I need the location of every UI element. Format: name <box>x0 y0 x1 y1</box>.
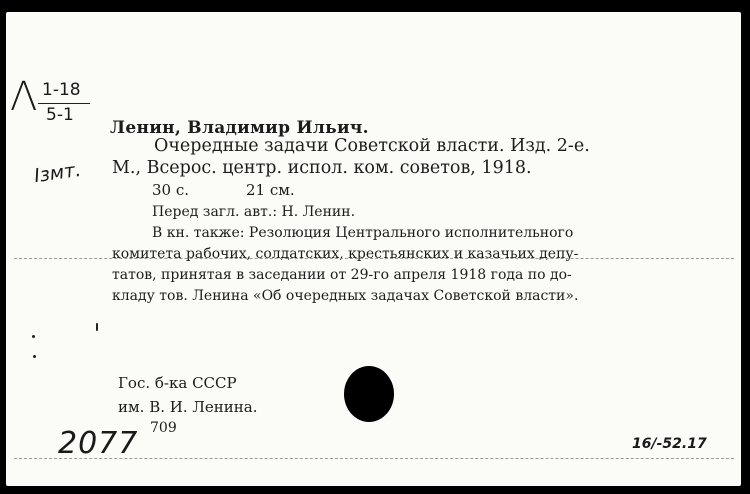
library-code: 709 <box>150 420 177 436</box>
shelf-mark-top: 1-18 <box>42 80 81 100</box>
ink-speck <box>33 355 36 358</box>
corner-note: 16/-52.17 <box>632 436 707 452</box>
library-line: Гос. б-ка СССР <box>118 374 237 392</box>
punch-hole <box>344 366 394 422</box>
note-line: татов, принятая в заседании от 29-го апреля 1918 года по до- <box>112 267 572 283</box>
note-line: кладу тов. Ленина «Об очередных задачах Советской власти». <box>112 288 579 304</box>
imprint-line: М., Всерос. центр. испол. ком. советов, 1918. <box>112 158 532 178</box>
pages-count: 30 с. <box>152 181 190 199</box>
note-line: В кн. также: Резолюция Центрального исполнительного <box>152 225 574 241</box>
title-line: Очередные задачи Советской власти. Изд. 2-е. <box>154 136 590 156</box>
card-rule <box>14 258 734 259</box>
book-size: 21 см. <box>246 181 295 199</box>
shelf-mark-fraction-line <box>38 103 90 104</box>
catalog-card <box>6 12 741 486</box>
shelf-mark-letter: Λ <box>10 74 38 120</box>
ink-speck <box>32 335 35 338</box>
note-author: Перед загл. авт.: Н. Ленин. <box>152 204 356 220</box>
handwritten-number: 2077 <box>58 426 139 461</box>
note-line: комитета рабочих, солдатских, крестьянских и казачьих депу- <box>112 246 579 262</box>
author-heading: Ленин, Владимир Ильич. <box>110 118 369 138</box>
library-line: им. В. И. Ленина. <box>118 398 258 416</box>
margin-note: Ізмт. <box>32 158 83 188</box>
ink-speck <box>96 323 98 331</box>
shelf-mark-bottom: 5-1 <box>46 105 74 125</box>
